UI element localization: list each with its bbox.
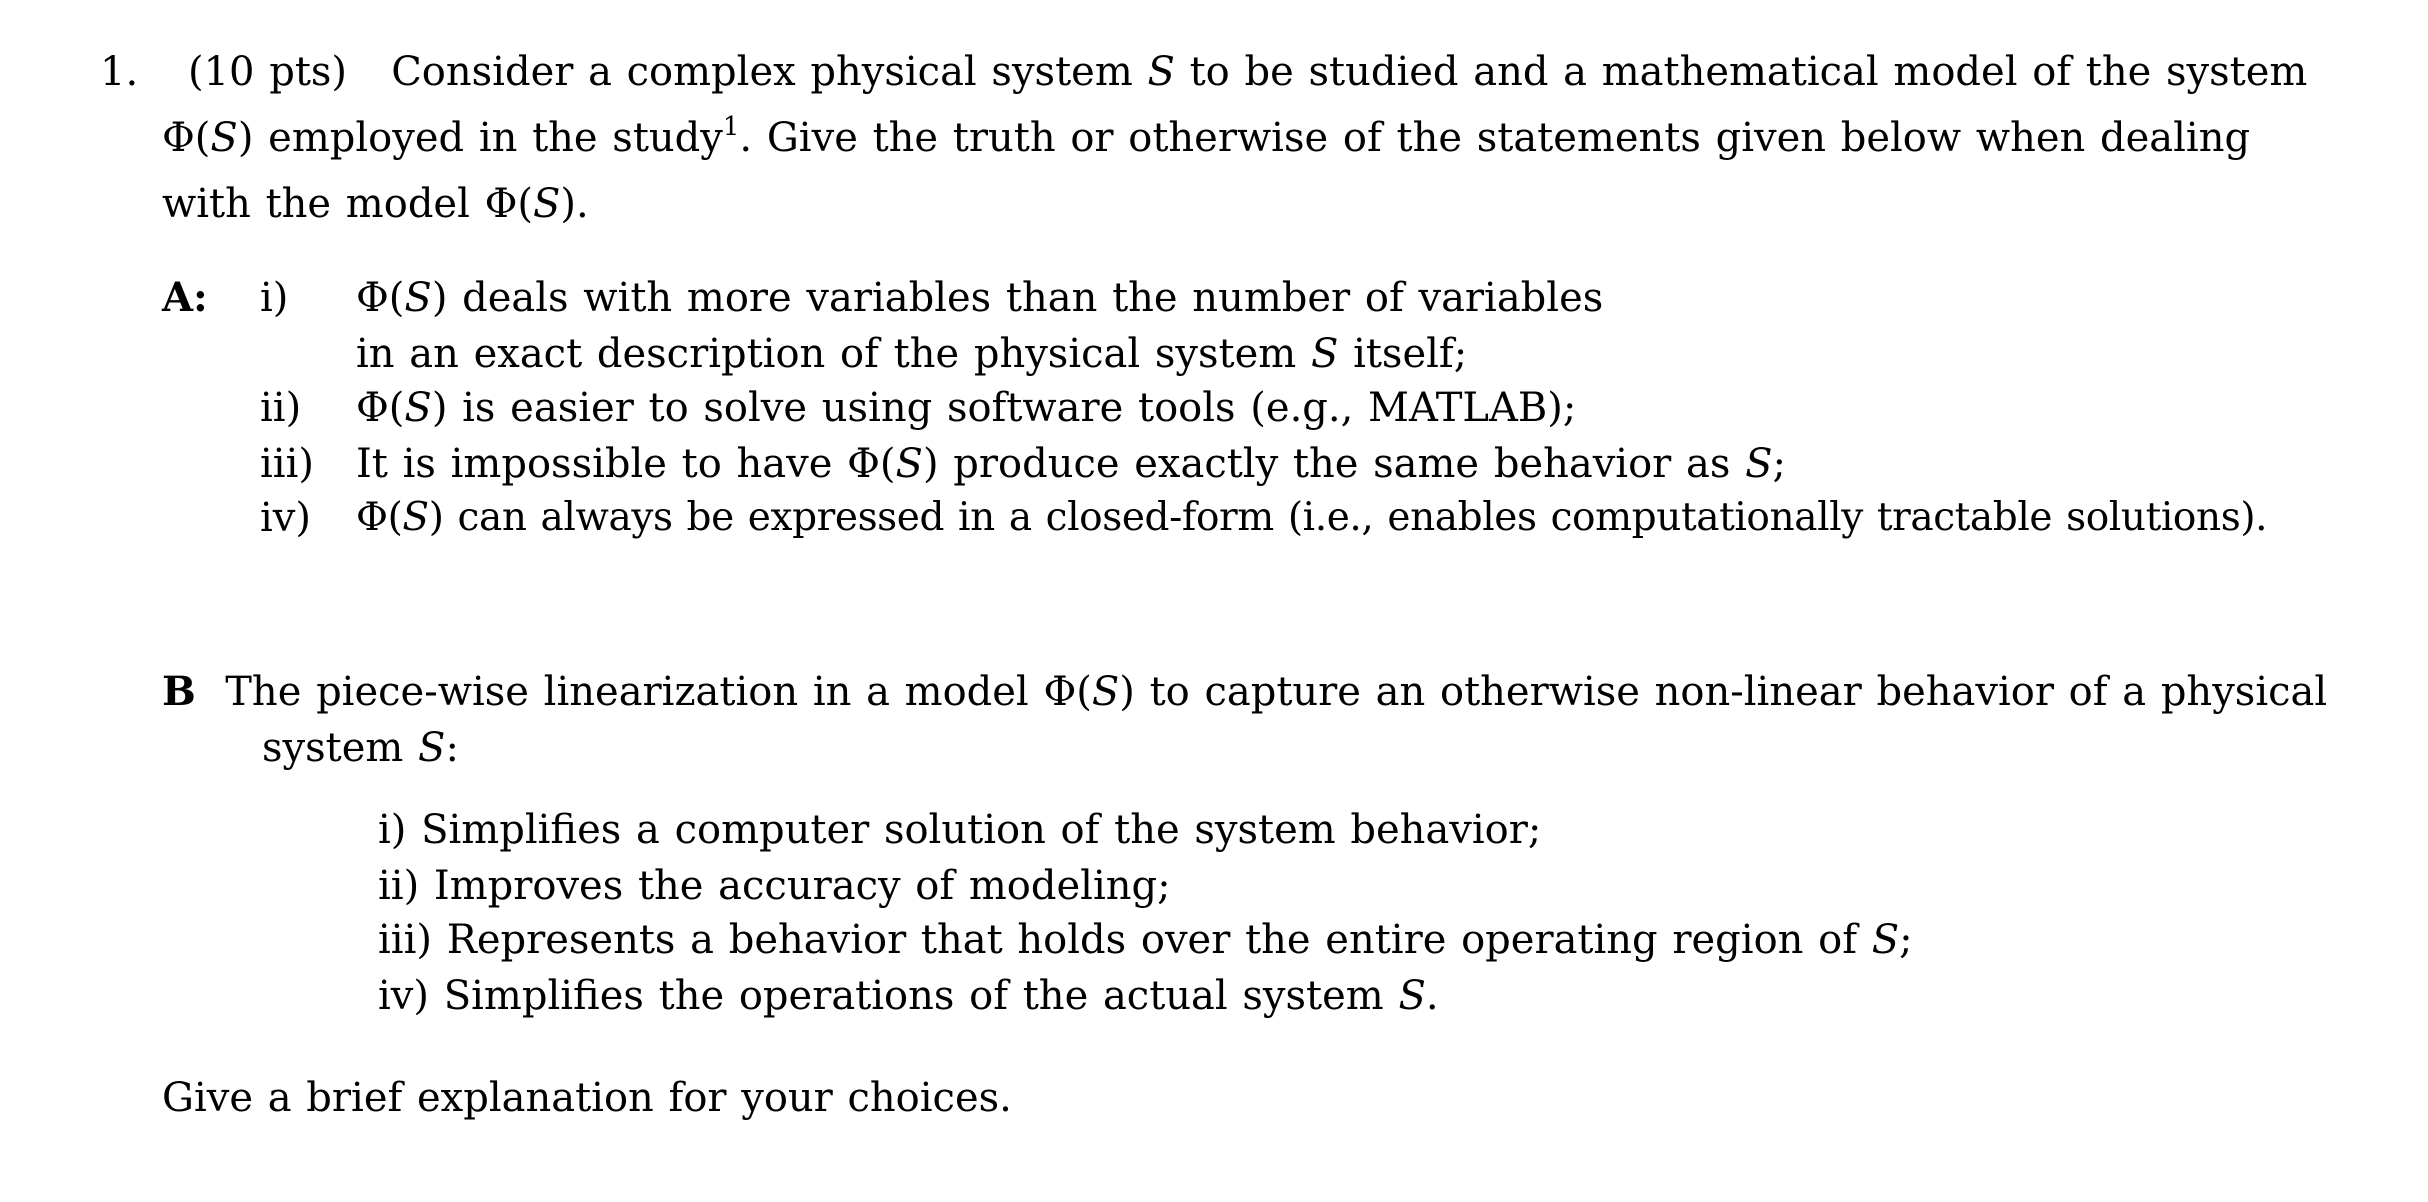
part-b-item-3: iii) Represents a behavior that holds over the entire operating region of S; <box>378 917 1913 963</box>
closing-instruction: Give a brief explanation for your choices. <box>162 1075 1012 1121</box>
part-b-label: B <box>162 668 196 715</box>
part-a-item-2: Φ(S) is easier to solve using software tools (e.g., MATLAB); <box>356 385 1577 431</box>
part-b-item-4: iv) Simplifies the operations of the actual system S. <box>378 973 1439 1019</box>
part-b-item-1: i) Simplifies a computer solution of the system behavior; <box>378 807 1542 853</box>
part-b-intro-line-2: system S: <box>262 725 459 771</box>
footnote-marker: 1 <box>722 112 740 142</box>
part-b-item-2: ii) Improves the accuracy of modeling; <box>378 863 1171 909</box>
part-a-item-4-numeral: iv) <box>260 495 311 541</box>
part-a-item-3: It is impossible to have Φ(S) produce exactly the same behavior as S; <box>356 441 1786 487</box>
part-a-item-4: Φ(S) can always be expressed in a closed-form (i.e., enables computationally tractable solutions). <box>356 495 2268 540</box>
part-a-item-3-numeral: iii) <box>260 441 314 487</box>
part-b-intro-line-1: B The piece-wise linearization in a model Φ(S) to capture an otherwise non-linear behavior of a physical <box>162 668 2328 715</box>
part-a-item-1-line-1: Φ(S) deals with more variables than the number of variables <box>356 275 1604 321</box>
question-points: (10 pts) <box>188 49 348 95</box>
part-a-item-1-line-2: in an exact description of the physical system S itself; <box>356 331 1468 377</box>
question-intro-line-1: (10 pts) Consider a complex physical system S to be studied and a mathematical model of the system <box>188 49 2308 95</box>
question-intro-line-3: with the model Φ(S). <box>162 181 589 227</box>
part-a-item-1-numeral: i) <box>260 275 289 321</box>
question-intro-line-2: Φ(S) employed in the study$^1$. Give the truth or otherwise of the statements given below when dealing <box>162 112 2251 161</box>
question-number: 1. <box>100 49 139 95</box>
part-a-item-2-numeral: ii) <box>260 385 302 431</box>
part-a-label: A: <box>162 274 208 321</box>
